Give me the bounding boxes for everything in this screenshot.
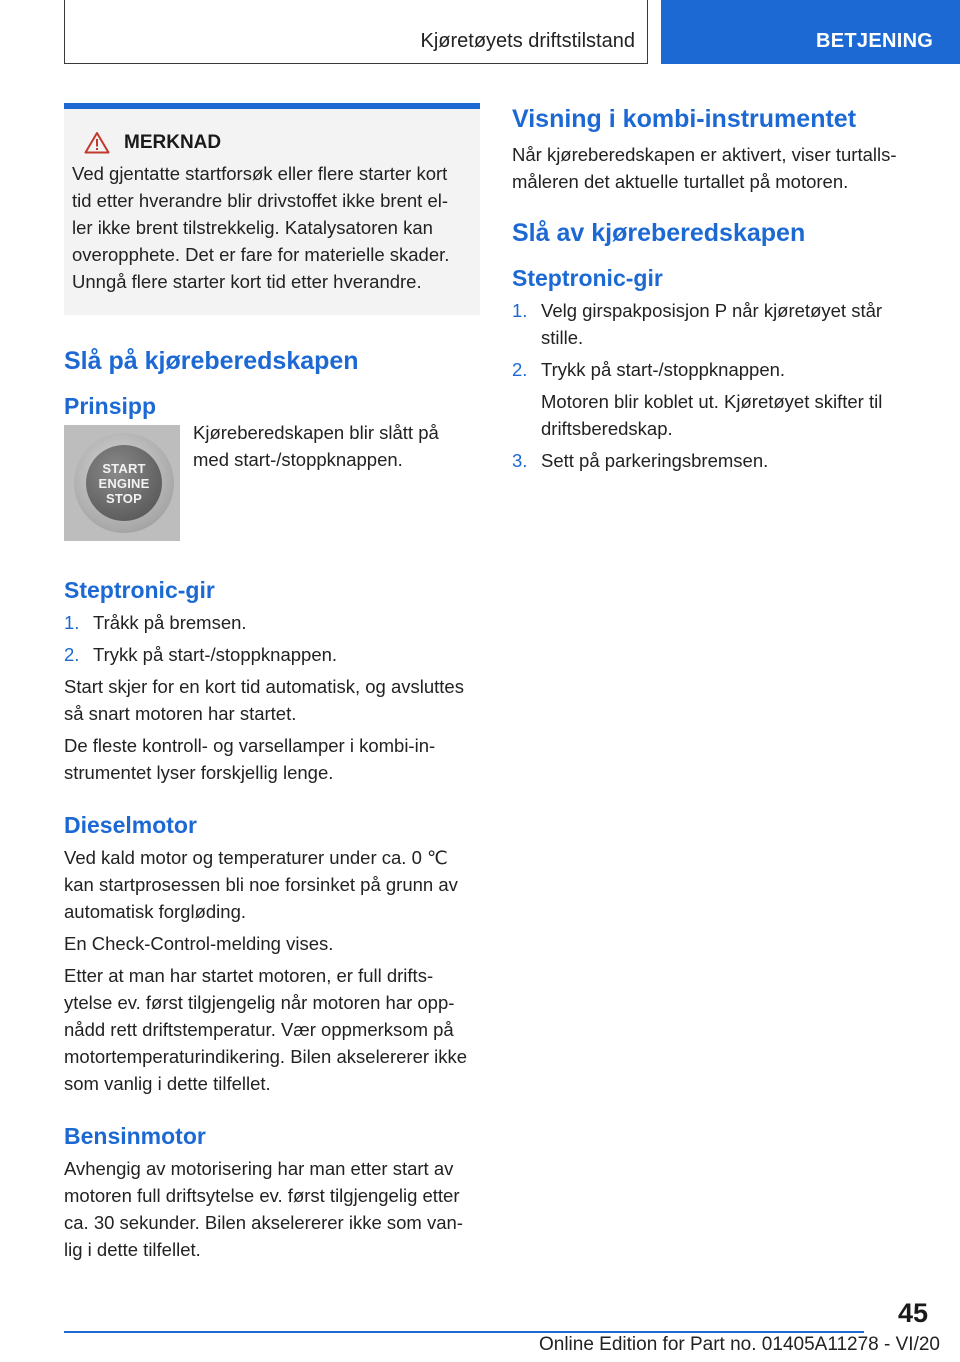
text-line: ca. 30 sekunder. Bilen akselererer ikke som van-: [64, 1212, 463, 1233]
list-item: [512, 356, 928, 383]
text-line: måleren det aktuelle turtallet på motoren.: [512, 171, 849, 192]
text-line: så snart motoren har startet.: [64, 703, 297, 724]
notice-line: tid etter hverandre blir drivstoffet ikke brent el-: [72, 190, 448, 211]
paragraph: [64, 962, 480, 1097]
text-line: motoren full driftsytelse ev. først tilgjengelig etter: [64, 1185, 460, 1206]
step-text: Sett på parkeringsbremsen.: [541, 450, 769, 471]
button-face: [86, 445, 162, 521]
text-line: Motoren blir koblet ut. Kjøretøyet skifter til: [541, 391, 883, 412]
subheading-steptronic-off: Steptronic-gir: [512, 265, 663, 291]
principle-line: med start-/stoppknappen.: [193, 449, 403, 470]
list-item: [64, 609, 480, 636]
text-line: som vanlig i dette tilfellet.: [64, 1073, 271, 1094]
text-line: driftsberedskap.: [541, 418, 673, 439]
left-column: [64, 103, 480, 1268]
step-number: 3.: [512, 450, 528, 471]
text-line: automatisk forgløding.: [64, 901, 247, 922]
page-number: 45: [897, 1298, 928, 1328]
step-number: 1.: [512, 300, 528, 321]
step-number: 2.: [64, 644, 80, 665]
section-heading-turn-off: Slå av kjøreberedskapen: [512, 219, 806, 247]
warning-triangle-icon: [84, 131, 110, 154]
principle-block: [64, 422, 480, 541]
text-line: Ved kald motor og temperaturer under ca. 0 ℃: [64, 847, 448, 868]
step-text: [541, 297, 882, 351]
subheading-petrol: Bensinmotor: [64, 1123, 206, 1149]
notice-line: overopphete. Det er fare for materielle skader.: [72, 244, 450, 265]
paragraph: [64, 930, 480, 957]
section-heading-display: Visning i kombi-instrumentet: [512, 105, 857, 133]
step-sub-paragraph: [512, 388, 928, 442]
paragraph: [64, 844, 480, 925]
notice-title: MERKNAD: [124, 131, 222, 153]
start-stop-button-image: [64, 425, 180, 541]
text-line: kan startprosessen bli noe forsinket på grunn av: [64, 874, 458, 895]
list-item: [512, 297, 928, 351]
text-line: En Check-Control-melding vises.: [64, 933, 334, 954]
header-section-label: BETJENING: [816, 30, 934, 52]
steps-list: [512, 297, 928, 383]
notice-line: Ved gjentatte startforsøk eller flere starter kort: [72, 163, 448, 184]
paragraph: [64, 1155, 480, 1263]
paragraph: [64, 673, 480, 727]
notice-line: ler ikke brent tilstrekkelig. Katalysatoren kan: [72, 217, 433, 238]
steps-list: [64, 609, 480, 668]
text-line: ytelse ev. først tilgjengelig når motoren har opp-: [64, 992, 455, 1013]
notice-line: Unngå flere starter kort tid etter hverandre.: [72, 271, 422, 292]
subheading-principle: Prinsipp: [64, 393, 157, 419]
button-label-line: START: [102, 460, 146, 476]
text-line: nådd rett driftstemperatur. Vær oppmerksom på: [64, 1019, 454, 1040]
step-text: Trykk på start-/stoppknappen.: [93, 644, 338, 665]
text-line: Start skjer for en kort tid automatisk, og avsluttes: [64, 676, 464, 697]
footer-divider: [64, 1331, 864, 1333]
step-number: 1.: [64, 612, 80, 633]
steps-list: [512, 447, 928, 474]
text-line: Velg girspakposisjon P når kjøretøyet står: [541, 300, 883, 321]
paragraph: [512, 141, 928, 195]
step-text: Tråkk på bremsen.: [93, 612, 247, 633]
text-line: Når kjøreberedskapen er aktivert, viser turtalls-: [512, 144, 897, 165]
header-title: Kjøretøyets driftstilstand: [420, 30, 635, 52]
text-line: Avhengig av motorisering har man etter start av: [64, 1158, 454, 1179]
button-label-line: ENGINE: [98, 475, 150, 491]
list-item: [64, 641, 480, 668]
principle-line: Kjøreberedskapen blir slått på: [193, 422, 439, 443]
notice-box: [64, 103, 480, 315]
header-section-tab: [661, 0, 960, 64]
text-line: stille.: [541, 327, 584, 348]
text-line: strumentet lyser forskjellig lenge.: [64, 762, 334, 783]
principle-text: [193, 419, 439, 541]
text-line: motortemperaturindikering. Bilen akselererer ikke: [64, 1046, 468, 1067]
text-line: De fleste kontroll- og varsellamper i kombi-in-: [64, 735, 436, 756]
notice-header: [72, 131, 472, 154]
right-column: [512, 103, 928, 479]
header-title-box: [64, 0, 648, 64]
list-item: [512, 447, 928, 474]
text-line: Etter at man har startet motoren, er full drifts-: [64, 965, 434, 986]
subheading-diesel: Dieselmotor: [64, 812, 197, 838]
notice-text: [72, 160, 472, 295]
paragraph: [64, 732, 480, 786]
step-text: Trykk på start-/stoppknappen.: [541, 359, 786, 380]
button-label-line: STOP: [106, 490, 142, 506]
step-number: 2.: [512, 359, 528, 380]
section-heading-turn-on: Slå på kjøreberedskapen: [64, 347, 359, 375]
subheading-steptronic: Steptronic-gir: [64, 577, 215, 603]
edition-note: Online Edition for Part no. 01405A11278 - VI/20: [538, 1334, 940, 1355]
text-line: lig i dette tilfellet.: [64, 1239, 201, 1260]
